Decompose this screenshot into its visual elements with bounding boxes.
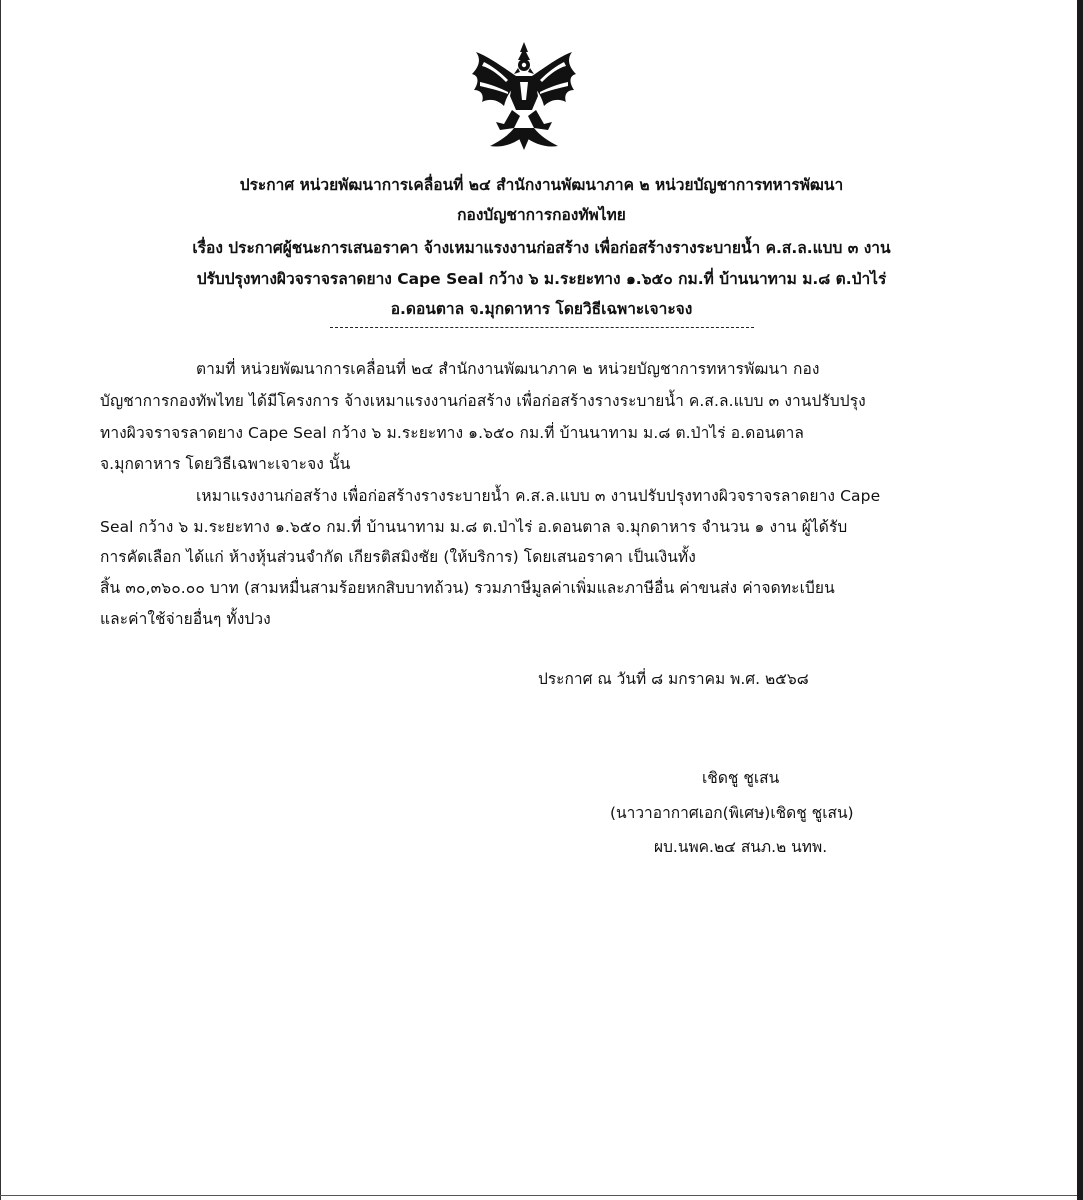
paragraph-1-line-4: จ.มุกดาหาร โดยวิธีเฉพาะเจาะจง นั้น xyxy=(100,455,351,473)
garuda-emblem xyxy=(468,38,580,154)
signatory-name: เชิดชู ชูเสน xyxy=(702,769,780,787)
announcement-title-line-1: ประกาศ หน่วยพัฒนาการเคลื่อนที่ ๒๔ สำนักงานพัฒนาภาค ๒ หน่วยบัญชาการทหารพัฒนา xyxy=(239,176,844,194)
scan-edge-bottom xyxy=(0,1195,1077,1196)
paragraph-1-line-1: ตามที่ หน่วยพัฒนาการเคลื่อนที่ ๒๔ สำนักงานพัฒนาภาค ๒ หน่วยบัญชาการทหารพัฒนา กอง xyxy=(196,360,820,378)
signatory-position: ผบ.นพค.๒๔ สนภ.๒ นทพ. xyxy=(654,838,828,856)
subject-line-2: ปรับปรุงทางผิวจราจรลาดยาง Cape Seal กว้าง ๖ ม.ระยะทาง ๑.๖๕๐ กม.ที่ บ้านนาทาม ม.๘ ต.ป่าไร่ xyxy=(196,270,887,288)
paragraph-2-line-3: การคัดเลือก ได้แก่ ห้างหุ้นส่วนจำกัด เกียรติสมิงชัย (ให้บริการ) โดยเสนอราคา เป็นเงินทั้ง xyxy=(100,548,696,566)
paragraph-1-line-2: บัญชาการกองทัพไทย ได้มีโครงการ จ้างเหมาแรงงานก่อสร้าง เพื่อก่อสร้างรางระบายน้ำ ค.ส.ล.แบบ ๓ งานปรับปรุง xyxy=(100,392,866,410)
paragraph-1-line-3: ทางผิวจราจรลาดยาง Cape Seal กว้าง ๖ ม.ระยะทาง ๑.๖๕๐ กม.ที่ บ้านนาทาม ม.๘ ต.ป่าไร่ อ.ดอนตาล xyxy=(100,424,805,442)
subject-line-3: อ.ดอนตาล จ.มุกดาหาร โดยวิธีเฉพาะเจาะจง xyxy=(390,300,693,318)
paragraph-2-line-2: Seal กว้าง ๖ ม.ระยะทาง ๑.๖๕๐ กม.ที่ บ้านนาทาม ม.๘ ต.ป่าไร่ อ.ดอนตาล จ.มุกดาหาร จำนวน ๑ งาน ผู้ได้รับ xyxy=(100,518,848,536)
paragraph-2-line-5: และค่าใช้จ่ายอื่นๆ ทั้งปวง xyxy=(100,610,271,628)
separator-rule xyxy=(330,327,754,328)
paragraph-2-line-1: เหมาแรงงานก่อสร้าง เพื่อก่อสร้างรางระบายน้ำ ค.ส.ล.แบบ ๓ งานปรับปรุงทางผิวจราจรลาดยาง Cape xyxy=(196,487,881,505)
announcement-date: ประกาศ ณ วันที่ ๘ มกราคม พ.ศ. ๒๕๖๘ xyxy=(538,670,809,688)
signatory-rank-name: (นาวาอากาศเอก(พิเศษ)เชิดชู ชูเสน) xyxy=(610,804,854,822)
subject-line-1: เรื่อง ประกาศผู้ชนะการเสนอราคา จ้างเหมาแรงงานก่อสร้าง เพื่อก่อสร้างรางระบายน้ำ ค.ส.ล.แบบ ๓ งาน xyxy=(192,239,891,257)
announcement-title-line-2: กองบัญชาการกองทัพไทย xyxy=(457,206,626,224)
paragraph-2-line-4: สิ้น ๓๐,๓๖๐.๐๐ บาท (สามหมื่นสามร้อยหกสิบบาทถ้วน) รวมภาษีมูลค่าเพิ่มและภาษีอื่น ค่าขนส่ง ค่าจดทะเบียน xyxy=(100,579,835,597)
